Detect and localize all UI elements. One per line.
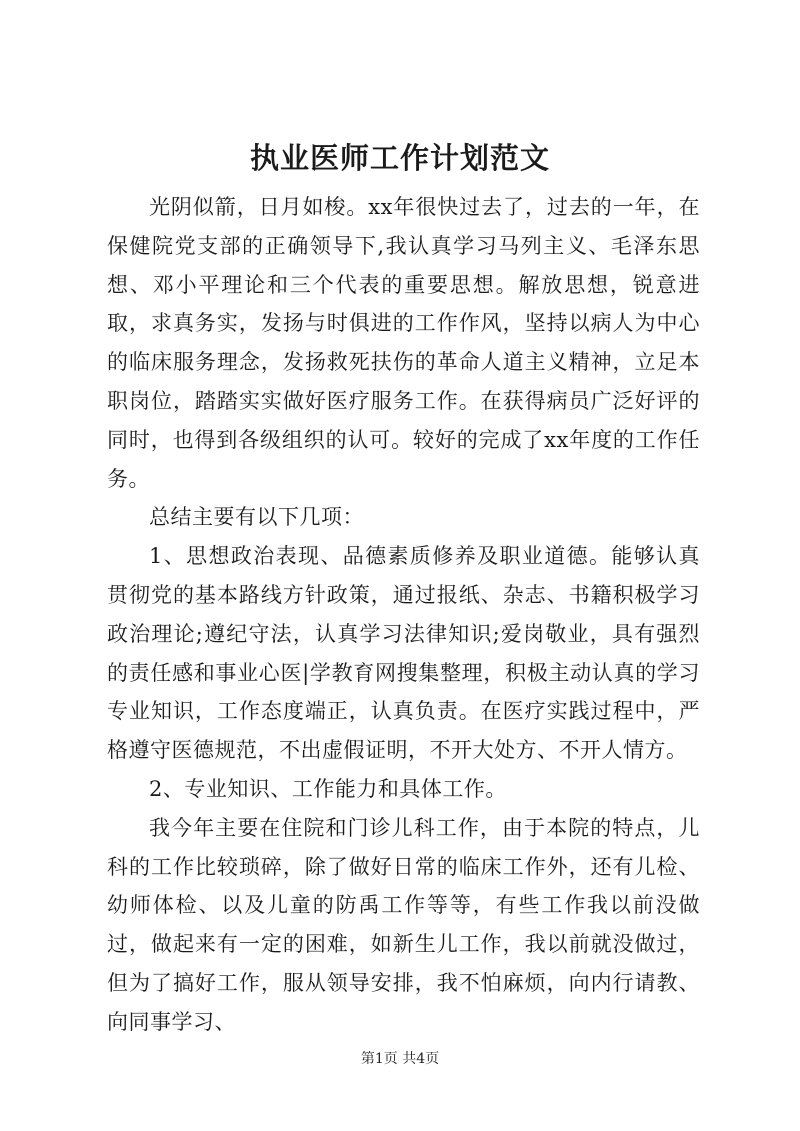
paragraph-intro: 光阴似箭，日月如梭。xx年很快过去了，过去的一年，在保健院党支部的正确领导下,我认真学习马列主义、毛泽东思想、邓小平理论和三个代表的重要思想。解放思想，锐意进取，求真务实，发扬与时俱进的工作作风，坚持以病人为中心的临床服务理念，发扬救死扶伤的革命人道主义精神，立足本职岗位，踏踏实实做好医疗服务工作。在获得病员广泛好评的同时，也得到各级组织的认可。较好的完成了xx年度的工作任务。	[107, 195, 700, 491]
paragraph-summary-heading: 总结主要有以下几项：	[149, 505, 364, 530]
paragraph-item-2-body: 我今年主要在住院和门诊儿科工作，由于本院的特点，儿科的工作比较琐碎，除了做好日常的临床工作外，还有儿检、幼师体检、以及儿童的防禹工作等等，有些工作我以前没做过，做起来有一定的困难，如新生儿工作，我以前就没做过，但为了搞好工作，服从领导安排，我不怕麻烦，向内行请教、向同事学习、	[107, 815, 700, 1034]
paragraph-item-2-heading: 2、专业知识、工作能力和具体工作。	[149, 776, 507, 801]
document-body	[107, 188, 700, 1042]
page-footer: 第1页 共4页	[360, 1051, 440, 1067]
paragraph-item-1: 1、思想政治表现、品德素质修养及职业道德。能够认真贯彻党的基本路线方针政策，通过报纸、杂志、书籍积极学习政治理论;遵纪守法，认真学习法律知识;爱岗敬业，具有强烈的责任感和事业心医|学教育网搜集整理，积极主动认真的学习专业知识，工作态度端正，认真负责。在医疗实践过程中，严格遵守医德规范，不出虚假证明，不开大处方、不开人情方。	[107, 544, 700, 763]
document-title: 执业医师工作计划范文	[249, 141, 550, 175]
